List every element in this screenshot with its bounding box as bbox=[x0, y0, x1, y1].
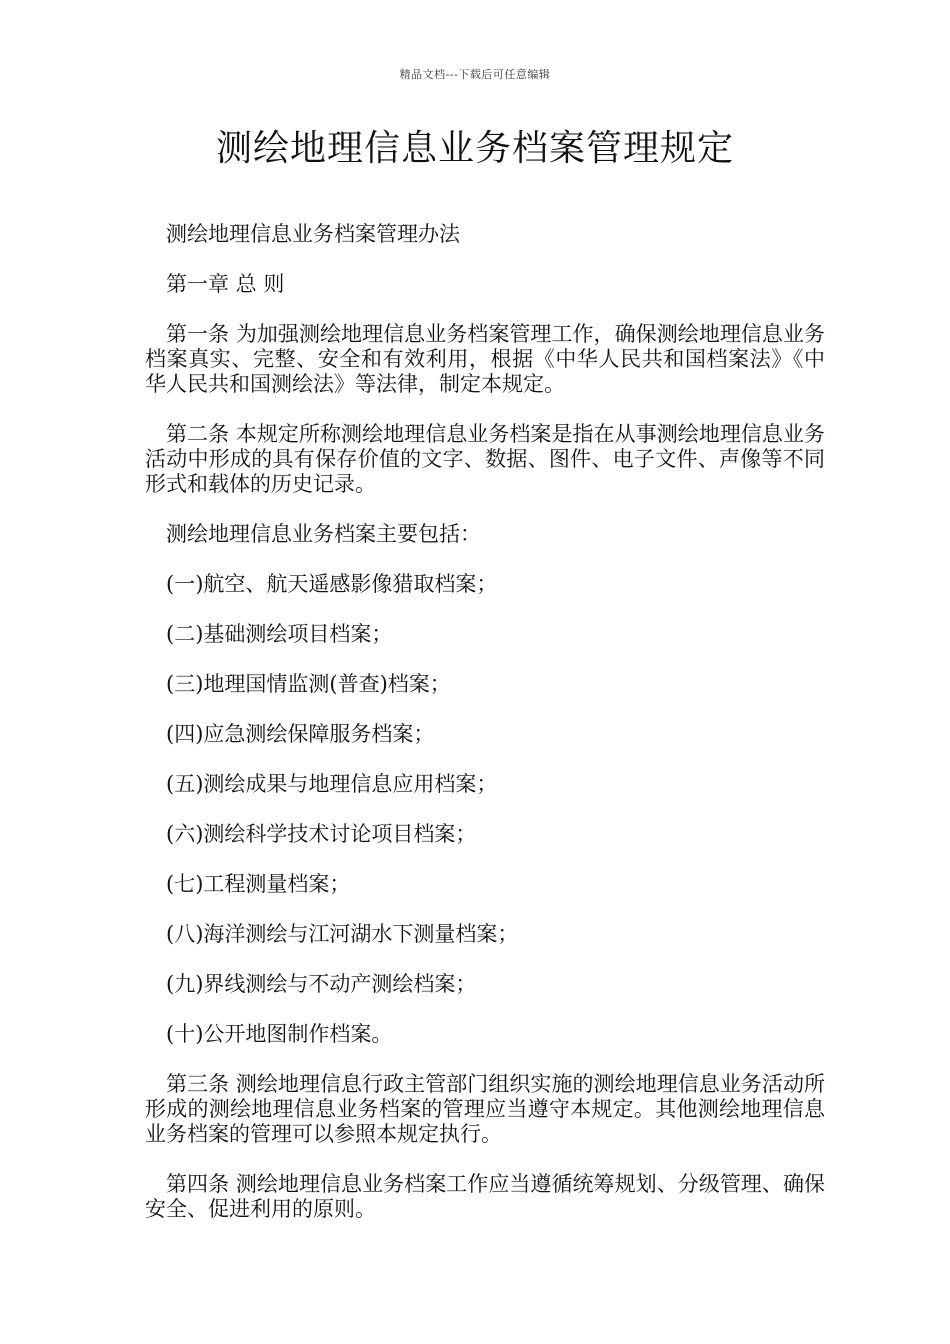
list-item-10: (十)公开地图制作档案。 bbox=[166, 1022, 393, 1046]
header-note: 精品文档---下载后可任意编辑 bbox=[399, 68, 551, 81]
paragraph-subtitle: 测绘地理信息业务档案管理办法 bbox=[166, 222, 460, 246]
paragraph-article-1: 第一条 为加强测绘地理信息业务档案管理工作，确保测绘地理信息业务档案真实、完整、安全和有效利用，根据《中华人民共和国档案法》《中华人民共和国测绘法》等法律，制定本规定。 bbox=[145, 322, 825, 396]
paragraph-list-intro: 测绘地理信息业务档案主要包括： bbox=[166, 522, 481, 546]
document-title: 测绘地理信息业务档案管理规定 bbox=[215, 128, 734, 169]
paragraph-chapter-heading: 第一章 总 则 bbox=[166, 272, 285, 296]
list-item-9: (九)界线测绘与不动产测绘档案； bbox=[166, 972, 477, 996]
list-item-5: (五)测绘成果与地理信息应用档案； bbox=[166, 772, 498, 796]
paragraph-article-4: 第四条 测绘地理信息业务档案工作应当遵循统筹规划、分级管理、确保安全、促进利用的原则。 bbox=[145, 1172, 825, 1221]
paragraph-article-2: 第二条 本规定所称测绘地理信息业务档案是指在从事测绘地理信息业务活动中形成的具有保存价值的文字、数据、图件、电子文件、声像等不同形式和载体的历史记录。 bbox=[145, 422, 825, 496]
list-item-3: (三)地理国情监测(普查)档案； bbox=[166, 672, 451, 696]
document-body bbox=[145, 222, 825, 1247]
paragraph-article-3: 第三条 测绘地理信息行政主管部门组织实施的测绘地理信息业务活动所形成的测绘地理信息业务档案的管理应当遵守本规定。其他测绘地理信息业务档案的管理可以参照本规定执行。 bbox=[145, 1072, 825, 1146]
list-item-1: (一)航空、航天遥感影像猎取档案； bbox=[166, 572, 498, 596]
list-item-8: (八)海洋测绘与江河湖水下测量档案； bbox=[166, 922, 519, 946]
list-item-7: (七)工程测量档案； bbox=[166, 872, 351, 896]
list-item-6: (六)测绘科学技术讨论项目档案； bbox=[166, 822, 477, 846]
list-item-2: (二)基础测绘项目档案； bbox=[166, 622, 393, 646]
list-item-4: (四)应急测绘保障服务档案； bbox=[166, 722, 435, 746]
